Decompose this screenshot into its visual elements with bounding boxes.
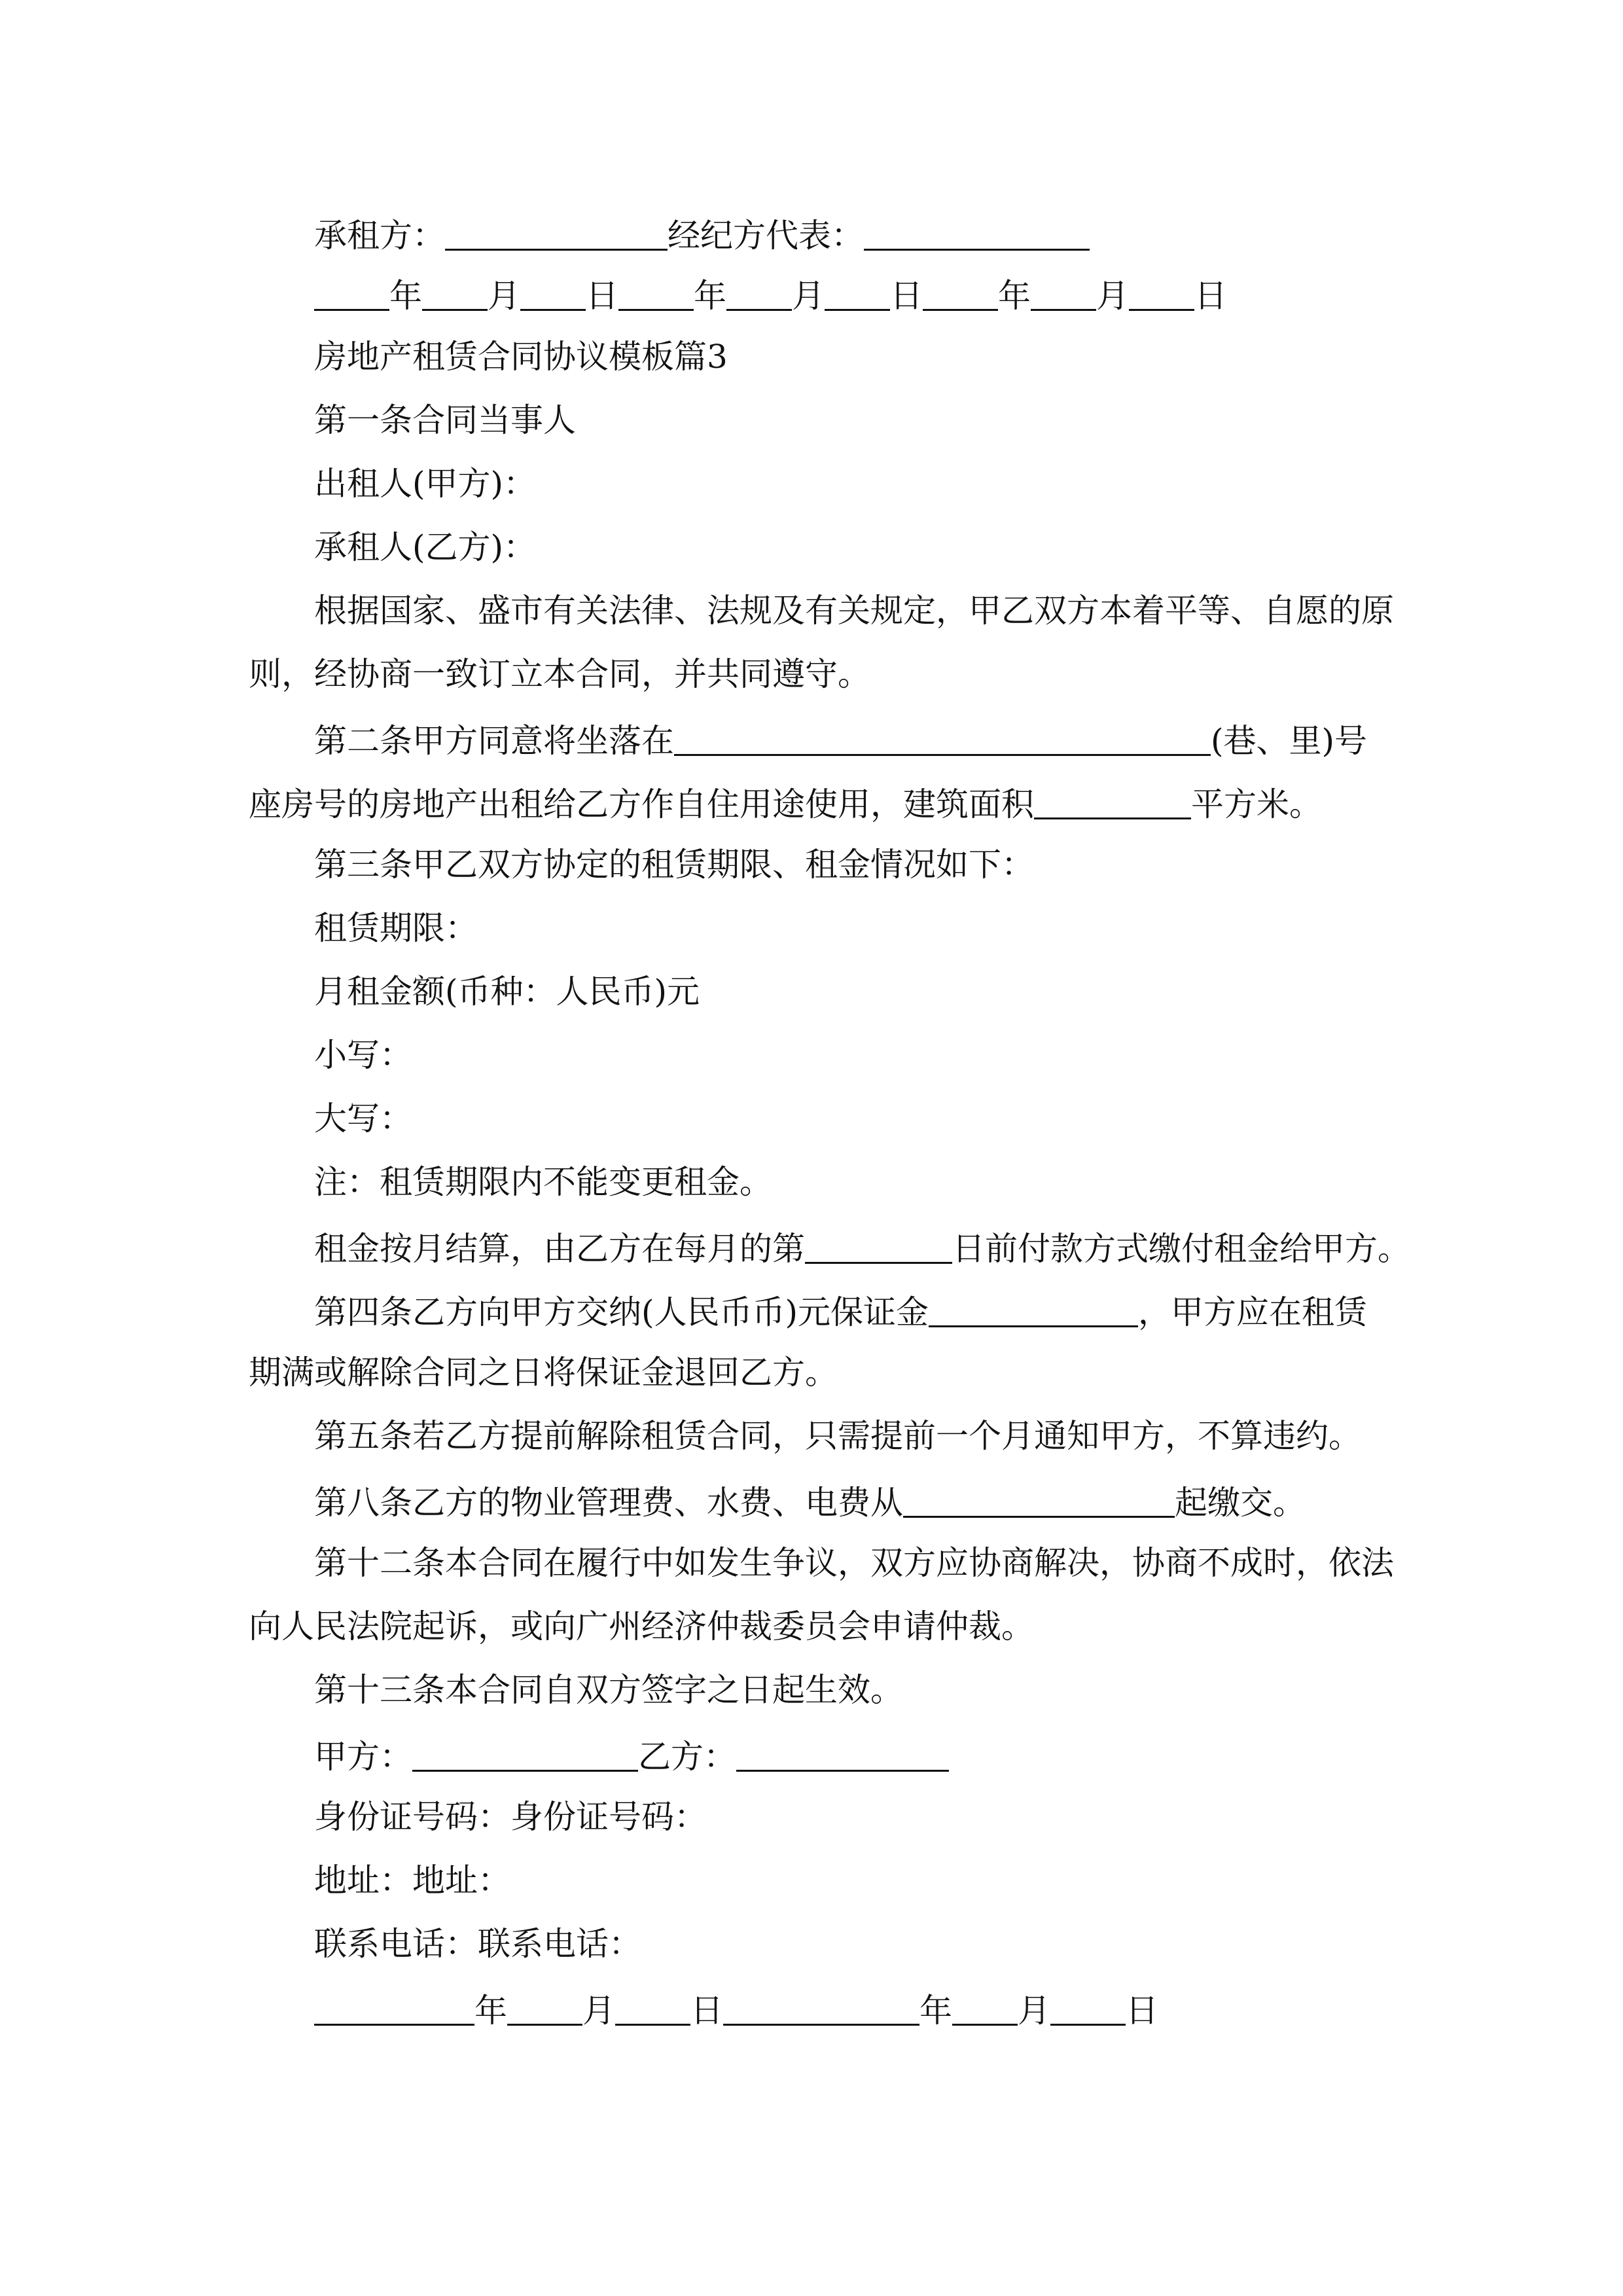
note-line: 注：租赁期限内不能变更租金。 xyxy=(314,1163,772,1201)
day-label: 日 xyxy=(1126,1992,1158,2030)
preamble-line-1: 根据国家、盛市有关法律、法规及有关规定，甲乙双方本着平等、自愿的原 xyxy=(314,592,1394,630)
article-2-line-2 xyxy=(0,785,1623,821)
month-label: 月 xyxy=(1096,277,1129,315)
agent-label: 经纪方代表： xyxy=(668,217,864,255)
year-blank[interactable] xyxy=(923,276,998,311)
article-2-text: 第二条甲方同意将坐落在 xyxy=(314,722,674,760)
year-label: 年 xyxy=(389,277,422,315)
year-label: 年 xyxy=(474,1992,507,2030)
phone-line: 联系电话：联系电话： xyxy=(314,1925,641,1963)
deposit-text: 第四条乙方向甲方交纳(人民币币)元保证金 xyxy=(314,1293,929,1331)
year-blank[interactable] xyxy=(618,276,694,311)
month-label: 月 xyxy=(792,277,825,315)
article-4-line-2: 期满或解除合同之日将保证金退回乙方。 xyxy=(249,1354,838,1391)
address-line: 地址：地址： xyxy=(314,1861,510,1899)
area-unit: 平方米。 xyxy=(1191,785,1322,823)
year-label: 年 xyxy=(694,277,726,315)
day-label: 日 xyxy=(690,1992,723,2030)
year-blank[interactable] xyxy=(314,1991,474,2026)
month-blank[interactable] xyxy=(422,276,488,311)
article-2-suffix: (巷、里)号 xyxy=(1211,722,1368,760)
month-label: 月 xyxy=(488,277,520,315)
date-line-triple xyxy=(0,276,1623,315)
party-signature-line xyxy=(0,1737,1623,1776)
article-2-text-2: 座房号的房地产出租给乙方作自住用途使用，建筑面积 xyxy=(249,785,1034,823)
article-2-line-1 xyxy=(0,721,1623,760)
payment-suffix: 日前付款方式缴付租金给甲方。 xyxy=(952,1230,1410,1268)
fees-start-blank[interactable] xyxy=(903,1483,1175,1518)
monthly-rent-line: 月租金额(币种：人民币)元 xyxy=(314,973,700,1011)
location-blank[interactable] xyxy=(674,721,1211,756)
preamble-line-2: 则，经协商一致订立本合同，并共同遵守。 xyxy=(249,655,870,693)
party-b-label: 乙方： xyxy=(638,1738,736,1776)
article-5-line: 第五条若乙方提前解除租赁合同，只需提前一个月通知甲方，不算违约。 xyxy=(314,1417,1361,1455)
day-blank[interactable] xyxy=(825,276,890,311)
month-blank[interactable] xyxy=(952,1991,1018,2026)
party-a-blank[interactable] xyxy=(412,1737,638,1772)
signature-line-tenant-agent xyxy=(0,216,1623,255)
tenant-label: 承租方： xyxy=(314,217,445,255)
day-label: 日 xyxy=(586,277,618,315)
month-label: 月 xyxy=(1018,1992,1050,2030)
amount-words-line: 大写： xyxy=(314,1100,412,1138)
section-title: 房地产租赁合同协议模板篇3 xyxy=(314,338,728,376)
month-blank[interactable] xyxy=(1031,276,1096,311)
day-blank[interactable] xyxy=(1129,276,1194,311)
day-blank[interactable] xyxy=(520,276,586,311)
year-blank[interactable] xyxy=(723,1991,919,2026)
day-label: 日 xyxy=(890,277,923,315)
month-blank[interactable] xyxy=(507,1991,582,2026)
agent-blank[interactable] xyxy=(864,216,1090,251)
lease-term-line: 租赁期限： xyxy=(314,909,478,947)
date-line-double xyxy=(0,1991,1623,2030)
article-3-heading: 第三条甲乙双方协定的租赁期限、租金情况如下： xyxy=(314,846,1034,884)
fees-text: 第八条乙方的物业管理费、水费、电费从 xyxy=(314,1484,903,1522)
article-4-line-1 xyxy=(0,1293,1623,1329)
lessor-line: 出租人(甲方)： xyxy=(314,465,537,503)
day-blank[interactable] xyxy=(1050,1991,1126,2026)
party-b-blank[interactable] xyxy=(736,1737,949,1772)
party-a-label: 甲方： xyxy=(314,1738,412,1776)
year-blank[interactable] xyxy=(314,276,389,311)
tenant-blank[interactable] xyxy=(445,216,668,251)
article-12-line-1: 第十二条本合同在履行中如发生争议，双方应协商解决，协商不成时，依法 xyxy=(314,1544,1394,1582)
article-1-heading: 第一条合同当事人 xyxy=(314,401,576,439)
id-number-line: 身份证号码：身份证号码： xyxy=(314,1798,707,1836)
day-label: 日 xyxy=(1194,277,1227,315)
amount-figures-line: 小写： xyxy=(314,1036,412,1074)
article-8-line xyxy=(0,1483,1623,1522)
year-label: 年 xyxy=(998,277,1031,315)
payment-text: 租金按月结算，由乙方在每月的第 xyxy=(314,1230,805,1268)
month-label: 月 xyxy=(582,1992,615,2030)
month-blank[interactable] xyxy=(726,276,792,311)
deposit-suffix: ，甲方应在租赁 xyxy=(1138,1293,1368,1331)
article-12-line-2: 向人民法院起诉，或向广州经济仲裁委员会申请仲裁。 xyxy=(249,1607,1034,1645)
lessee-line: 承租人(乙方)： xyxy=(314,528,537,566)
payment-line xyxy=(0,1229,1623,1268)
fees-suffix: 起缴交。 xyxy=(1175,1484,1306,1522)
deposit-blank[interactable] xyxy=(929,1293,1138,1327)
day-blank[interactable] xyxy=(615,1991,690,2026)
area-blank[interactable] xyxy=(1034,785,1191,819)
payment-day-blank[interactable] xyxy=(805,1229,952,1264)
article-13-line: 第十三条本合同自双方签字之日起生效。 xyxy=(314,1671,903,1709)
year-label: 年 xyxy=(919,1992,952,2030)
